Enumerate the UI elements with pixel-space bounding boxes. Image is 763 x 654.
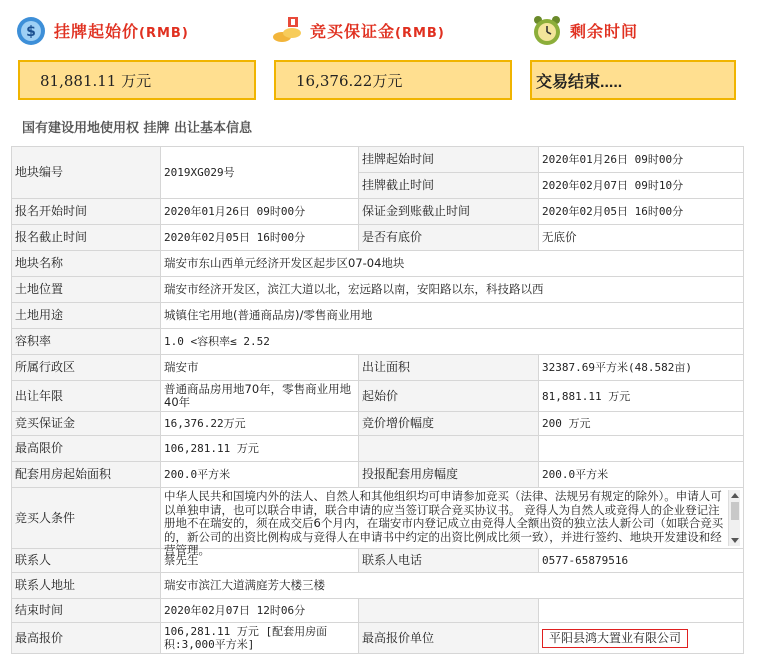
deposit-label: 竞买保证金(RMB) bbox=[310, 21, 445, 41]
summary-header bbox=[0, 0, 763, 112]
bidder-conditions-textarea[interactable] bbox=[164, 489, 740, 557]
table-row bbox=[12, 147, 744, 173]
table-row bbox=[12, 199, 744, 225]
reserve-key: 是否有底价 bbox=[359, 225, 539, 251]
name-key: 地块名称 bbox=[12, 251, 161, 277]
bidder-scrollbar[interactable] bbox=[728, 490, 740, 546]
plot-no-value: 2019XG029号 bbox=[161, 147, 359, 199]
scroll-down-arrow-icon[interactable] bbox=[731, 538, 739, 543]
remaining-label: 剩余时间 bbox=[570, 21, 639, 41]
use-key: 土地用途 bbox=[12, 303, 161, 329]
table-row bbox=[12, 277, 744, 303]
area-key: 出让面积 bbox=[359, 355, 539, 381]
scroll-up-arrow-icon[interactable] bbox=[731, 493, 739, 498]
term-value: 普通商品房用地70年，零售商业用地40年 bbox=[161, 381, 359, 412]
list-start-key: 挂牌起始时间 bbox=[359, 147, 539, 173]
reg-end-key: 报名截止时间 bbox=[12, 225, 161, 251]
alarm-clock-icon bbox=[530, 13, 564, 47]
term-key: 出让年限 bbox=[12, 381, 161, 412]
contact-key: 联系人 bbox=[12, 549, 161, 573]
plot-no-key: 地块编号 bbox=[12, 147, 161, 199]
housing-inc-key: 投报配套用房幅度 bbox=[359, 462, 539, 488]
list-end-value: 2020年02月07日 09时10分 bbox=[539, 173, 744, 199]
reserve-value: 无底价 bbox=[539, 225, 744, 251]
district-key: 所属行政区 bbox=[12, 355, 161, 381]
name-value: 瑞安市东山西单元经济开发区起步区07-04地块 bbox=[161, 251, 744, 277]
land-info-table bbox=[11, 146, 744, 654]
use-value: 城镇住宅用地(普通商品房)/零售商业用地 bbox=[161, 303, 744, 329]
table-row bbox=[12, 381, 744, 412]
deposit-key: 竞买保证金 bbox=[12, 412, 161, 436]
housing-inc-value: 200.0平方米 bbox=[539, 462, 744, 488]
table-row bbox=[12, 488, 744, 549]
start-price-card bbox=[14, 10, 254, 100]
increment-key: 竞价增价幅度 bbox=[359, 412, 539, 436]
top-bidder-cell bbox=[539, 623, 744, 654]
contact-value: 蔡先生 bbox=[161, 549, 359, 573]
money-bag-icon bbox=[14, 13, 48, 47]
far-key: 容积率 bbox=[12, 329, 161, 355]
far-value: 1.0 <容积率≤ 2.52 bbox=[161, 329, 744, 355]
reg-start-value: 2020年01月26日 09时00分 bbox=[161, 199, 359, 225]
phone-value: 0577-65879516 bbox=[539, 549, 744, 573]
district-value: 瑞安市 bbox=[161, 355, 359, 381]
top-bidder-value: 平阳县鸿大置业有限公司 bbox=[542, 629, 688, 648]
table-row bbox=[12, 623, 744, 654]
coins-icon bbox=[270, 13, 304, 47]
end-time-value: 2020年02月07日 12时06分 bbox=[161, 599, 359, 623]
end-time-key: 结束时间 bbox=[12, 599, 161, 623]
table-row bbox=[12, 303, 744, 329]
bidder-key: 竞买人条件 bbox=[12, 488, 161, 549]
top-bid-value: 106,281.11 万元 [配套用房面积:3,000平方米] bbox=[161, 623, 359, 654]
bidder-conditions-text: 中华人民共和国境内外的法人、自然人和其他组织均可申请参加竞买（法律、法规另有规定的除外）。申请人可以单独申请，也可以联合申请，联合申请的应当签订联合竞买协议书。 竞得人为自然人或竞得人的企业登记注册地不在瑞安的，须在成交后6个月内，在瑞安市内登记成立由竞得人全额出资的独立法人新公司（如联合竞买的，新公司的出资比例构成与竞得人在申请书中约定的出资比例成比须一致），并进行签约、地块开发建设和经营管理。 bbox=[164, 489, 724, 557]
deposit-value: 16,376.22万元 bbox=[274, 60, 512, 100]
table-row bbox=[12, 599, 744, 623]
bidder-cell bbox=[161, 488, 744, 557]
phone-key: 联系人电话 bbox=[359, 549, 539, 573]
start-price-value: 81,881.11 万元 bbox=[18, 60, 256, 100]
deposit-row-value: 16,376.22万元 bbox=[161, 412, 359, 436]
address-key: 联系人地址 bbox=[12, 573, 161, 599]
svg-text:$: $ bbox=[26, 24, 36, 40]
table-row bbox=[12, 355, 744, 381]
start-price-key: 起始价 bbox=[359, 381, 539, 412]
table-row bbox=[12, 462, 744, 488]
top-bidder-key: 最高报价单位 bbox=[359, 623, 539, 654]
location-key: 土地位置 bbox=[12, 277, 161, 303]
location-value: 瑞安市经济开发区，滨江大道以北，宏远路以南，安阳路以东，科技路以西 bbox=[161, 277, 744, 303]
table-row bbox=[12, 412, 744, 436]
table-row bbox=[12, 573, 744, 599]
reg-end-value: 2020年02月05日 16时00分 bbox=[161, 225, 359, 251]
address-value: 瑞安市滨江大道满庭芳大楼三楼 bbox=[161, 573, 744, 599]
start-price-row-value: 81,881.11 万元 bbox=[539, 381, 744, 412]
remaining-value: 交易结束..... bbox=[530, 60, 736, 100]
top-bid-key: 最高报价 bbox=[12, 623, 161, 654]
list-start-value: 2020年01月26日 09时00分 bbox=[539, 147, 744, 173]
reg-start-key: 报名开始时间 bbox=[12, 199, 161, 225]
table-row bbox=[12, 436, 744, 462]
remaining-time-card bbox=[530, 10, 760, 100]
deposit-deadline-value: 2020年02月05日 16时00分 bbox=[539, 199, 744, 225]
list-end-key: 挂牌截止时间 bbox=[359, 173, 539, 199]
deposit-card bbox=[270, 10, 510, 100]
area-value: 32387.69平方米(48.582亩) bbox=[539, 355, 744, 381]
table-row bbox=[12, 251, 744, 277]
section-title: 国有建设用地使用权 挂牌 出让基本信息 bbox=[22, 121, 253, 136]
deposit-deadline-key: 保证金到账截止时间 bbox=[359, 199, 539, 225]
scroll-thumb[interactable] bbox=[731, 502, 739, 520]
increment-value: 200 万元 bbox=[539, 412, 744, 436]
max-price-key: 最高限价 bbox=[12, 436, 161, 462]
start-price-label: 挂牌起始价(RMB) bbox=[54, 21, 189, 41]
housing-start-key: 配套用房起始面积 bbox=[12, 462, 161, 488]
housing-start-value: 200.0平方米 bbox=[161, 462, 359, 488]
table-row bbox=[12, 329, 744, 355]
table-row bbox=[12, 225, 744, 251]
max-price-value: 106,281.11 万元 bbox=[161, 436, 359, 462]
